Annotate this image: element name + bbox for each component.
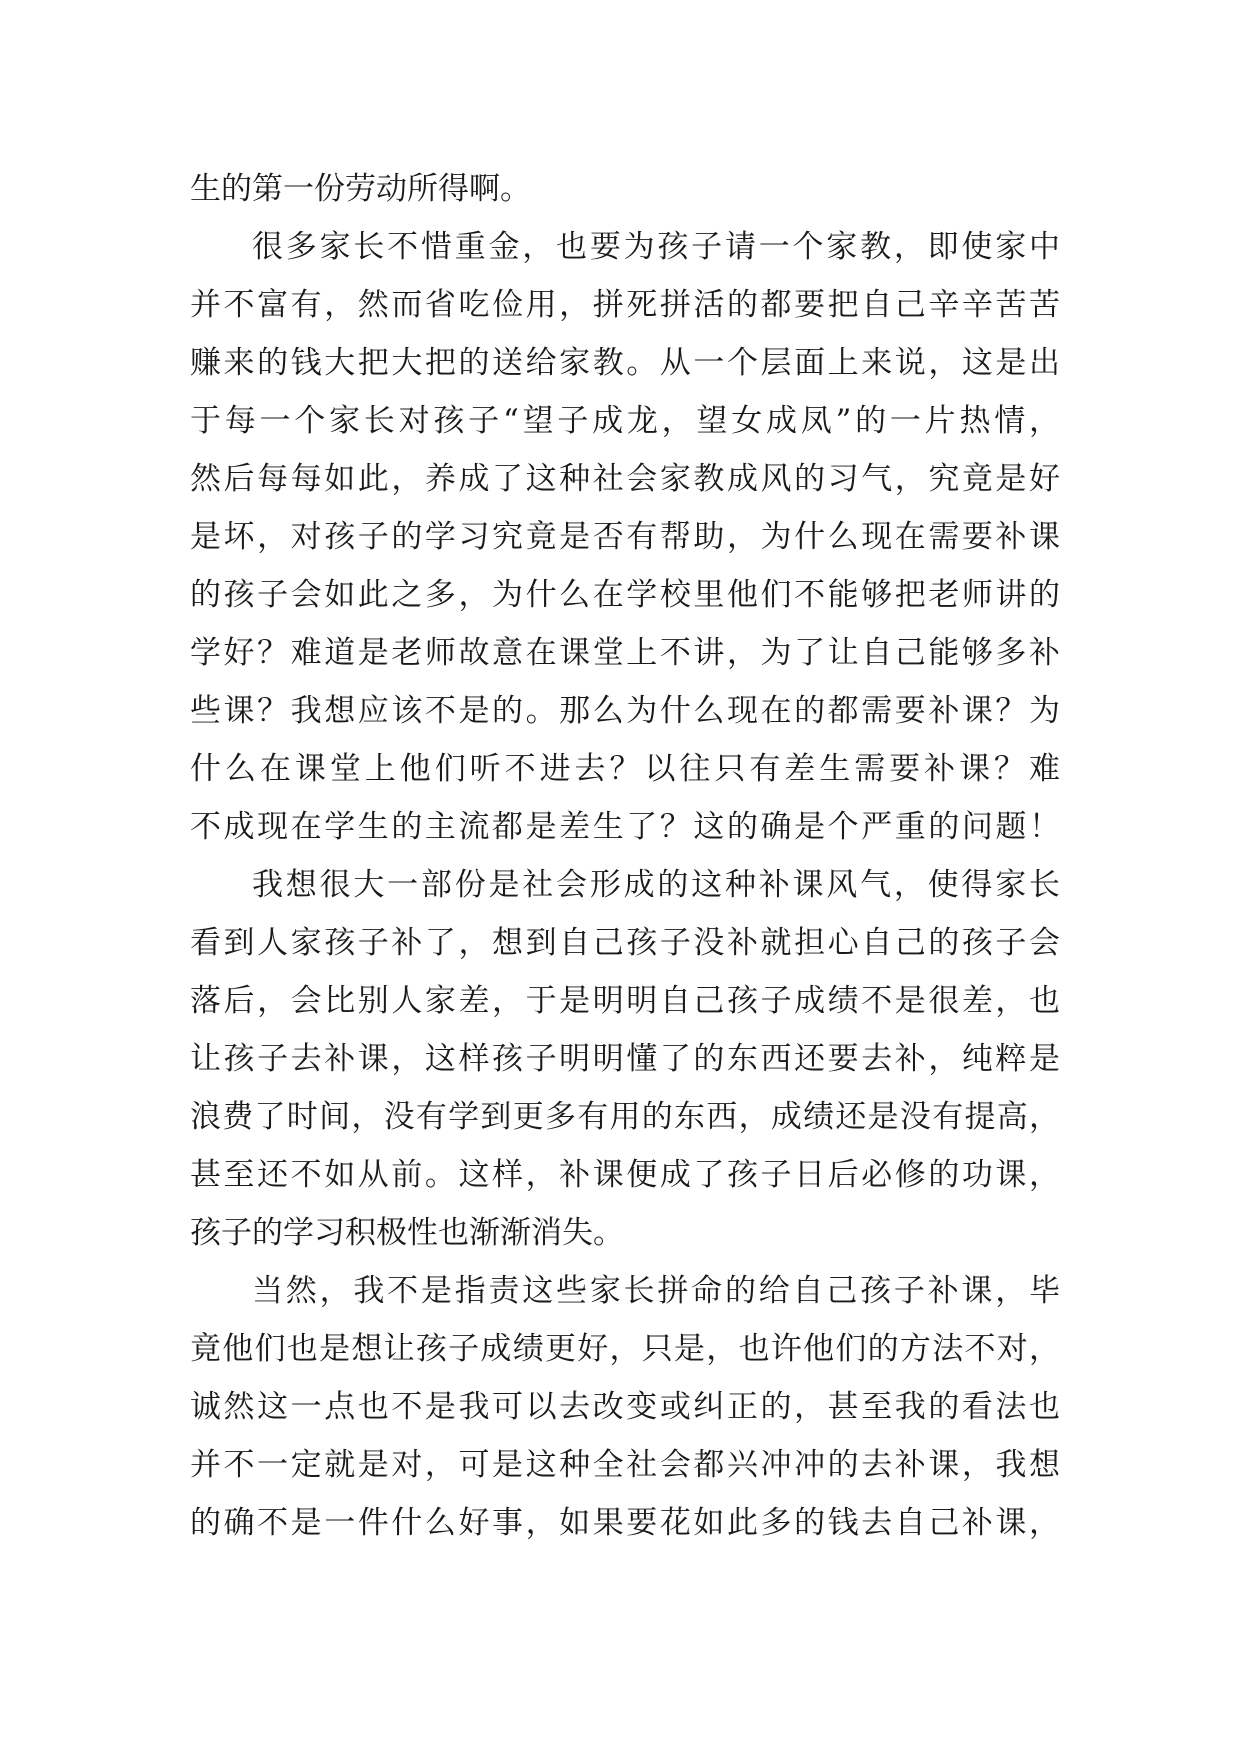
text-line: 竟他们也是想让孩子成绩更好，只是，也许他们的方法不对， bbox=[190, 1331, 1060, 1367]
text-line: 看到人家孩子补了，想到自己孩子没补就担心自己的孩子会 bbox=[190, 925, 1060, 961]
text-line: 然后每每如此，养成了这种社会家教成风的习气，究竟是好 bbox=[190, 461, 1060, 497]
text-line: 生的第一份劳动所得啊。 bbox=[190, 171, 531, 207]
text-line: 的孩子会如此之多，为什么在学校里他们不能够把老师讲的 bbox=[190, 577, 1060, 613]
text-line: 赚来的钱大把大把的送给家教。从一个层面上来说，这是出 bbox=[190, 345, 1060, 381]
paragraph-first-line: 很多家长不惜重金，也要为孩子请一个家教，即使家中 bbox=[252, 229, 1060, 265]
text-line: 不成现在学生的主流都是差生了？这的确是个严重的问题！ bbox=[190, 809, 1060, 845]
text-line: 是坏，对孩子的学习究竟是否有帮助，为什么现在需要补课 bbox=[190, 519, 1060, 555]
text-line: 并不富有，然而省吃俭用，拼死拼活的都要把自己辛辛苦苦 bbox=[190, 287, 1060, 323]
body-text bbox=[190, 160, 1060, 1552]
paragraph-first-line: 当然，我不是指责这些家长拼命的给自己孩子补课，毕 bbox=[252, 1273, 1060, 1309]
text-line: 让孩子去补课，这样孩子明明懂了的东西还要去补，纯粹是 bbox=[190, 1041, 1060, 1077]
text-line: 浪费了时间，没有学到更多有用的东西，成绩还是没有提高， bbox=[190, 1099, 1060, 1135]
paragraph-first-line: 我想很大一部份是社会形成的这种补课风气，使得家长 bbox=[252, 867, 1060, 903]
text-line: 什么在课堂上他们听不进去？以往只有差生需要补课？难 bbox=[190, 751, 1060, 787]
text-line: 孩子的学习积极性也渐渐消失。 bbox=[190, 1215, 624, 1251]
text-line: 学好？难道是老师故意在课堂上不讲，为了让自己能够多补 bbox=[190, 635, 1060, 671]
text-line: 的确不是一件什么好事，如果要花如此多的钱去自己补课， bbox=[190, 1505, 1060, 1541]
text-line: 落后，会比别人家差，于是明明自己孩子成绩不是很差，也 bbox=[190, 983, 1060, 1019]
text-line: 甚至还不如从前。这样，补课便成了孩子日后必修的功课， bbox=[190, 1157, 1060, 1193]
text-line: 些课？我想应该不是的。那么为什么现在的都需要补课？为 bbox=[190, 693, 1060, 729]
text-line: 于每一个家长对孩子“望子成龙，望女成凤”的一片热情， bbox=[190, 403, 1060, 439]
text-line: 诚然这一点也不是我可以去改变或纠正的，甚至我的看法也 bbox=[190, 1389, 1060, 1425]
text-line: 并不一定就是对，可是这种全社会都兴冲冲的去补课，我想 bbox=[190, 1447, 1060, 1483]
